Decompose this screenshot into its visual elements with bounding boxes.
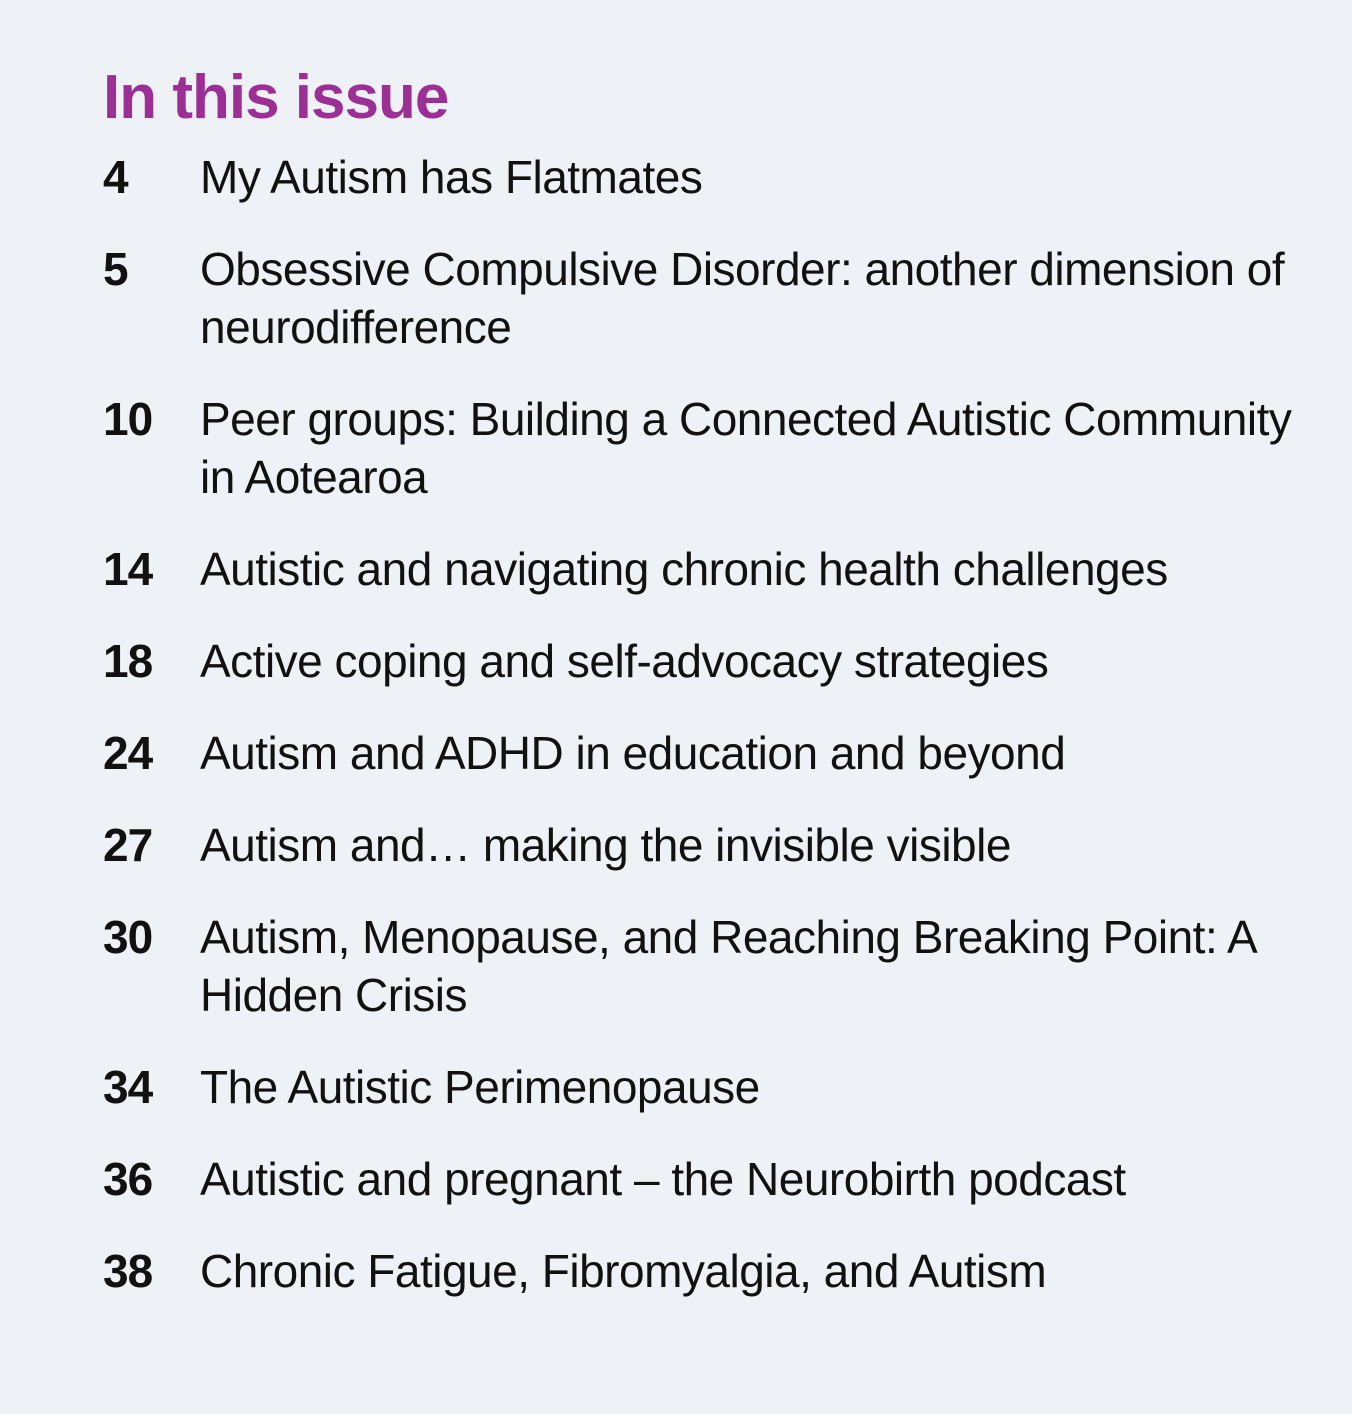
article-title: Autistic and navigating chronic health challenges — [200, 543, 1168, 595]
article-title: Obsessive Compulsive Disorder: another dimension of neurodifference — [200, 243, 1285, 353]
article-title: Autism and ADHD in education and beyond — [200, 727, 1066, 779]
article-title: My Autism has Flatmates — [200, 151, 703, 203]
article-title: Active coping and self-advocacy strategies — [200, 635, 1049, 687]
page-number: 5 — [103, 243, 128, 295]
page-number: 18 — [103, 635, 153, 687]
page-number: 38 — [103, 1245, 153, 1297]
page-number: 4 — [103, 151, 128, 203]
page-number: 14 — [103, 543, 153, 595]
page-number: 30 — [103, 911, 153, 963]
contents-item[interactable] — [103, 816, 1312, 874]
contents-item[interactable] — [103, 908, 1312, 1024]
page-title: In this issue — [103, 63, 449, 132]
article-title: The Autistic Perimenopause — [200, 1061, 760, 1113]
article-title: Autistic and pregnant – the Neurobirth podcast — [200, 1153, 1126, 1205]
contents-item[interactable] — [103, 1150, 1312, 1208]
contents-item[interactable] — [103, 540, 1312, 598]
contents-item[interactable] — [103, 1058, 1312, 1116]
article-title: Autism, Menopause, and Reaching Breaking Point: A Hidden Crisis — [200, 911, 1255, 1021]
page-number: 27 — [103, 819, 153, 871]
page-number: 10 — [103, 393, 153, 445]
page-number: 34 — [103, 1061, 153, 1113]
contents-list — [103, 148, 1312, 1300]
contents-item[interactable] — [103, 390, 1312, 506]
page-number: 36 — [103, 1153, 153, 1205]
article-title: Chronic Fatigue, Fibromyalgia, and Autism — [200, 1245, 1047, 1297]
contents-item[interactable] — [103, 632, 1312, 690]
contents-item[interactable] — [103, 1242, 1312, 1300]
contents-item[interactable] — [103, 240, 1312, 356]
page-number: 24 — [103, 727, 153, 779]
article-title: Autism and… making the invisible visible — [200, 819, 1011, 871]
contents-item[interactable] — [103, 148, 1312, 206]
contents-item[interactable] — [103, 724, 1312, 782]
article-title: Peer groups: Building a Connected Autistic Community in Aotearoa — [200, 393, 1292, 503]
